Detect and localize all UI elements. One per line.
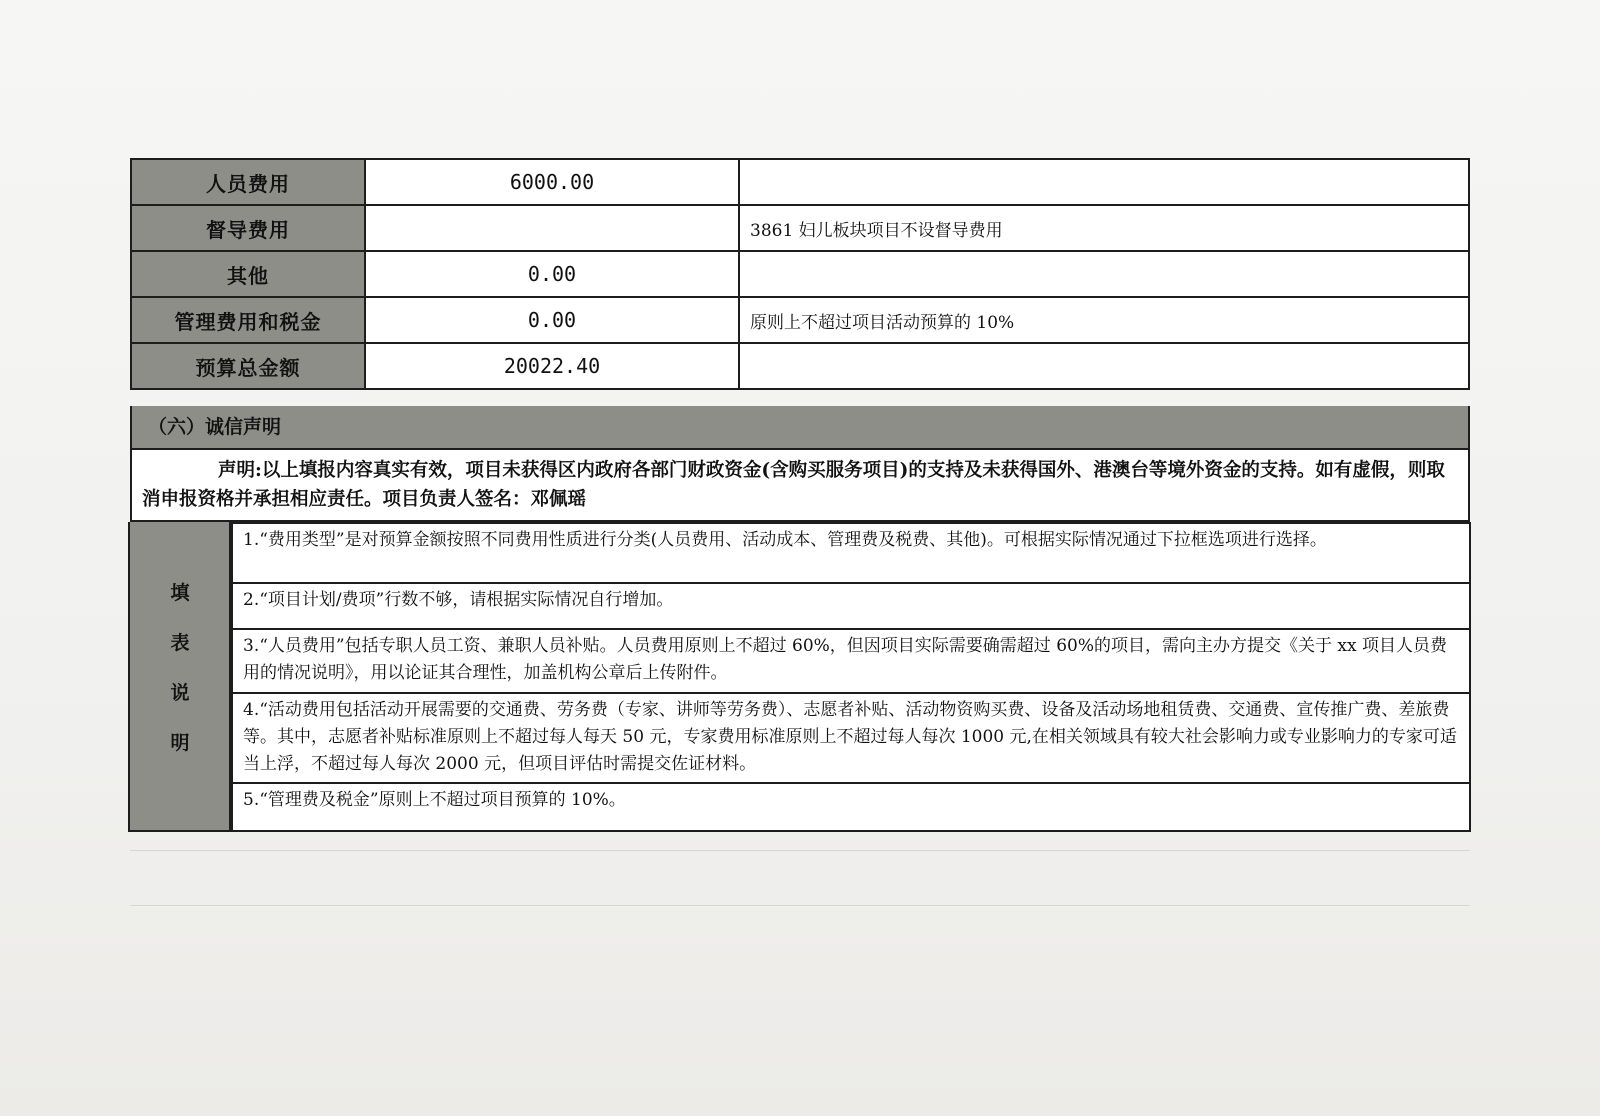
row-label: 预算总金额 bbox=[131, 343, 365, 389]
row-amount: 6000.00 bbox=[365, 159, 739, 205]
row-note bbox=[739, 343, 1469, 389]
row-label: 其他 bbox=[131, 251, 365, 297]
instruction-item: 3.“人员费用”包括专职人员工资、兼职人员补贴。人员费用原则上不超过 60%，但因项目实际需要确需超过 60%的项目，需向主办方提交《关于 xx 项目人员费用的情况说明》，用以论证其合理性，加盖机构公章后上传附件。 bbox=[231, 630, 1471, 694]
table-row bbox=[131, 343, 1469, 389]
side-label-char: 表 bbox=[170, 632, 190, 654]
instructions-list bbox=[231, 522, 1471, 832]
table-row bbox=[131, 205, 1469, 251]
row-amount: 0.00 bbox=[365, 297, 739, 343]
row-label: 督导费用 bbox=[131, 205, 365, 251]
row-label: 人员费用 bbox=[131, 159, 365, 205]
table-row bbox=[131, 251, 1469, 297]
side-label-char: 说 bbox=[170, 682, 190, 704]
budget-table bbox=[130, 158, 1470, 390]
bleed-through-line bbox=[130, 850, 1470, 851]
instructions-side-label bbox=[128, 522, 231, 832]
instruction-item: 2.“项目计划/费项”行数不够，请根据实际情况自行增加。 bbox=[231, 584, 1471, 630]
bleed-through-line bbox=[130, 905, 1470, 906]
instruction-item: 1.“费用类型”是对预算金额按照不同费用性质进行分类(人员费用、活动成本、管理费及税费、其他)。可根据实际情况通过下拉框选项进行选择。 bbox=[231, 522, 1471, 584]
integrity-statement: 声明:以上填报内容真实有效，项目未获得区内政府各部门财政资金(含购买服务项目)的支持及未获得国外、港澳台等境外资金的支持。如有虚假，则取消申报资格并承担相应责任。项目负责人签名：邓佩瑶 bbox=[130, 450, 1470, 522]
row-note bbox=[739, 159, 1469, 205]
row-amount bbox=[365, 205, 739, 251]
row-amount: 20022.40 bbox=[365, 343, 739, 389]
integrity-section-title: （六）诚信声明 bbox=[130, 406, 1470, 450]
row-note bbox=[739, 251, 1469, 297]
row-amount: 0.00 bbox=[365, 251, 739, 297]
table-row bbox=[131, 297, 1469, 343]
row-label: 管理费用和税金 bbox=[131, 297, 365, 343]
row-note: 3861 妇儿板块项目不设督导费用 bbox=[739, 205, 1469, 251]
instructions-block bbox=[128, 522, 1471, 832]
side-label-char: 明 bbox=[170, 732, 190, 754]
instruction-item: 5.“管理费及税金”原则上不超过项目预算的 10%。 bbox=[231, 784, 1471, 832]
instruction-item: 4.“活动费用包括活动开展需要的交通费、劳务费（专家、讲师等劳务费）、志愿者补贴、活动物资购买费、设备及活动场地租赁费、交通费、宣传推广费、差旅费等。其中，志愿者补贴标准原则上不超过每人每天 50 元，专家费用标准原则上不超过每人每次 1000 元,在相关领域具有较大社会影响力或专业影响力的专家可适当上浮，不超过每人每次 2000 元，但项目评估时需提交佐证材料。 bbox=[231, 694, 1471, 784]
row-note: 原则上不超过项目活动预算的 10% bbox=[739, 297, 1469, 343]
side-label-char: 填 bbox=[170, 582, 190, 604]
table-row bbox=[131, 159, 1469, 205]
